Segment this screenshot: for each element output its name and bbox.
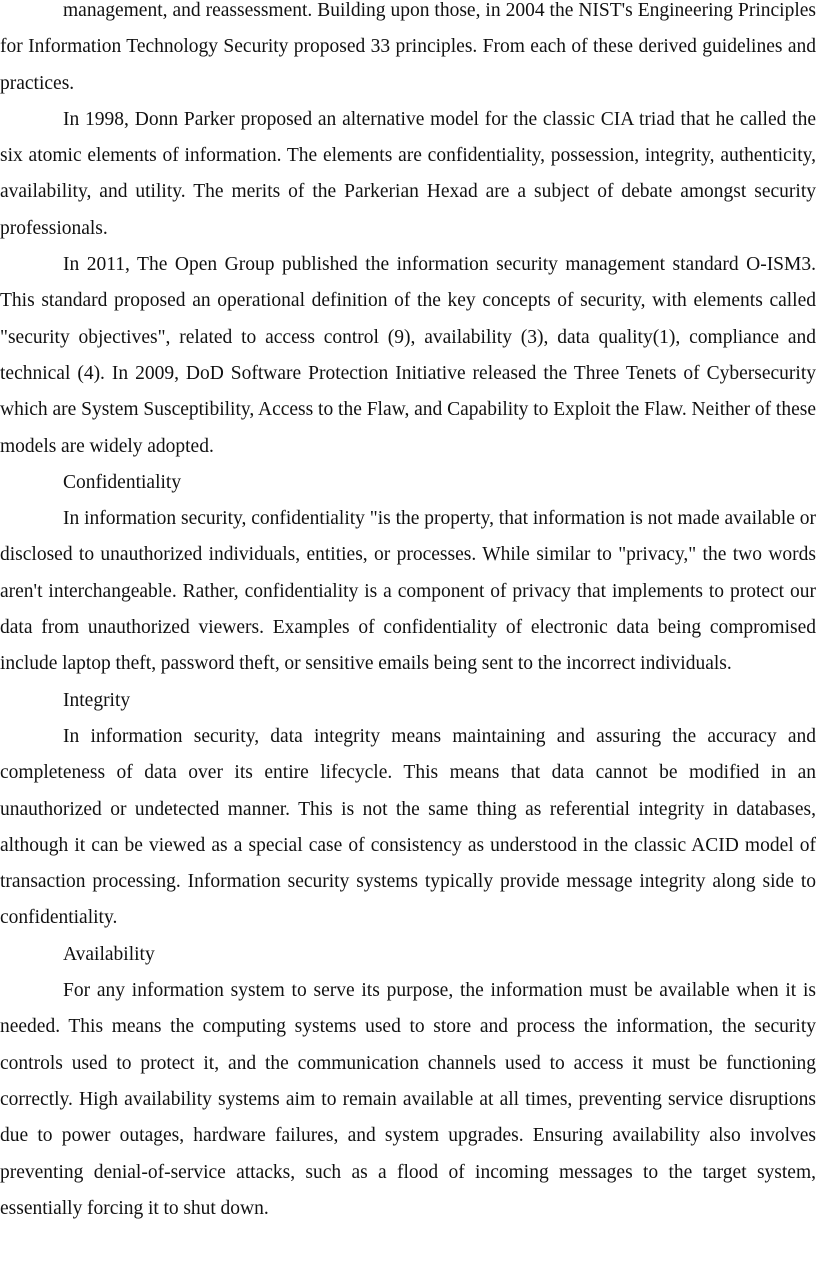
heading-integrity: Integrity <box>63 689 131 711</box>
paragraph-confidentiality: In information security, confidentiality "is the property, that information is not made available or disclosed to unauthorized individuals, entities, or processes. While similar to "privacy," the two words aren't interchangeable. Rather, confidentiality is a component of privacy that implements to protect our data from unauthorized viewers. Examples of confidentiality of electronic data being compromised include laptop theft, password theft, or sensitive emails being sent to the incorrect individuals. <box>0 508 816 675</box>
paragraph-integrity: In information security, data integrity means maintaining and assuring the accuracy and completeness of data over its entire lifecycle. This means that data cannot be modified in an unauthorized or undetected manner. This is not the same thing as referential integrity in databases, although it can be viewed as a special case of consistency as understood in the classic ACID model of transaction processing. Information security systems typically provide message integrity along side to confidentiality. <box>0 725 816 929</box>
heading-availability: Availability <box>63 943 155 965</box>
paragraph-parkerian-hexad: In 1998, Donn Parker proposed an alternative model for the classic CIA triad that he called the six atomic elements of information. The elements are confidentiality, possession, integrity, authenticity, availability, and utility. The merits of the Parkerian Hexad are a subject of debate amongst security professionals. <box>0 108 816 239</box>
paragraph-availability: For any information system to serve its purpose, the information must be available when it is needed. This means the computing systems used to store and process the information, the security controls used to protect it, and the communication channels used to access it must be functioning correctly. High availability systems aim to remain available at all times, preventing service disruptions due to power outages, hardware failures, and system upgrades. Ensuring availability also involves preventing denial-of-service attacks, such as a flood of incoming messages to the target system, essentially forcing it to shut down. <box>0 980 816 1219</box>
paragraph-nist-principles: management, and reassessment. Building upon those, in 2004 the NIST's Engineering Principles for Information Technology Security proposed 33 principles. From each of these derived guidelines and practices. <box>0 0 816 94</box>
paragraph-o-ism3: In 2011, The Open Group published the information security management standard O-ISM3. This standard proposed an operational definition of the key concepts of security, with elements called "security objectives", related to access control (9), availability (3), data quality(1), compliance and technical (4). In 2009, DoD Software Protection Initiative released the Three Tenets of Cybersecurity which are System Susceptibility, Access to the Flaw, and Capability to Exploit the Flaw. Neither of these models are widely adopted. <box>0 254 816 457</box>
heading-confidentiality: Confidentiality <box>63 471 182 493</box>
